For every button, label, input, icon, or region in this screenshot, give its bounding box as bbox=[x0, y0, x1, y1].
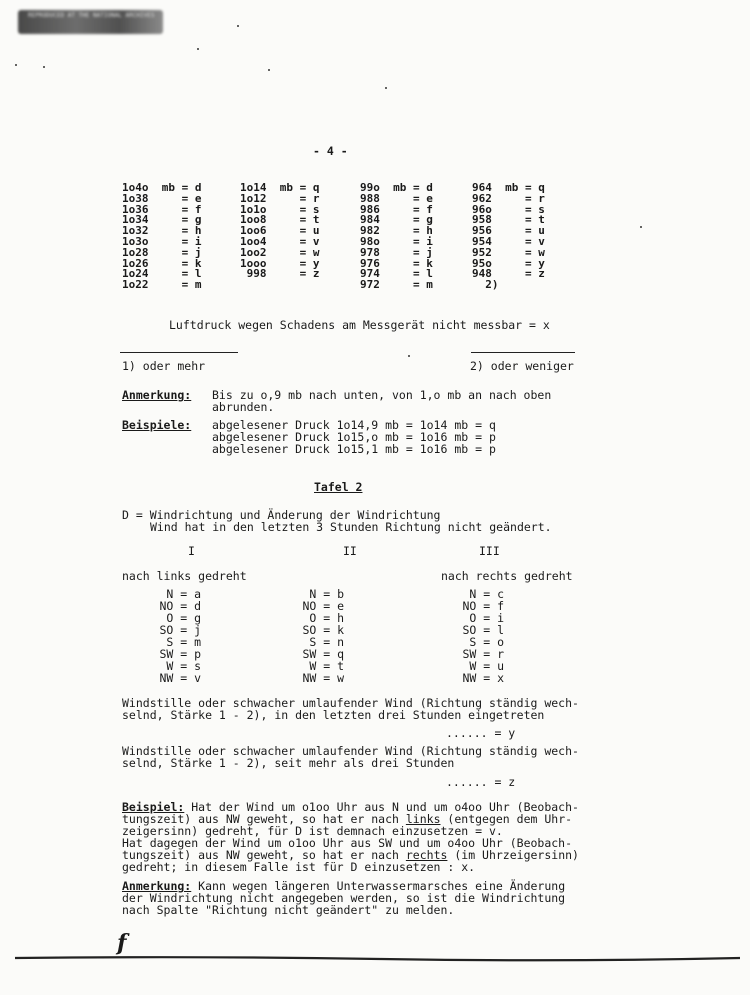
scan-speck bbox=[408, 355, 410, 357]
wind-code-entry: W = u bbox=[469, 659, 504, 673]
beispiel2-text: tungszeit) aus NW geweht, so hat er nach bbox=[122, 848, 406, 862]
pressure-code-cell: 1o14 mb = q bbox=[240, 181, 320, 194]
pressure-code-cell: 988 = e bbox=[360, 191, 433, 205]
pressure-code-cell: 972 = m bbox=[360, 278, 433, 292]
pressure-code-cell: 1oo6 = u bbox=[240, 224, 320, 238]
luftdruck-note: Luftdruck wegen Schadens am Messgerät nicht messbar = x bbox=[169, 318, 550, 332]
pressure-code-cell: 95o = y bbox=[472, 256, 545, 270]
pressure-code-cell: 1o36 = f bbox=[122, 202, 202, 216]
footnote-2: 2) oder weniger bbox=[470, 359, 574, 373]
wind-code-entry: NO = e bbox=[302, 599, 344, 613]
beispiel2-text: (im Uhrzeigersinn) bbox=[447, 848, 579, 862]
pressure-code-cell: 1o34 = g bbox=[122, 213, 202, 227]
wind-code-entry: SO = j bbox=[159, 623, 201, 637]
windstille1-line2: selnd, Stärke 1 - 2), in den letzten drei Stunden eingetreten bbox=[122, 708, 545, 722]
windstille2-line1: Windstille oder schwacher umlaufender Wind (Richtung ständig wech- bbox=[122, 744, 579, 758]
anmerkung2-text: Kann wegen längeren Unterwassermarsches eine Änderung bbox=[191, 879, 566, 893]
scan-speck bbox=[237, 25, 239, 27]
footnote-rule-left bbox=[120, 352, 238, 353]
pressure-code-cell: 1oo4 = v bbox=[240, 235, 320, 248]
pressure-code-cell: 974 = l bbox=[360, 267, 433, 281]
beispiel2-label: Beispiel: bbox=[122, 800, 185, 814]
pressure-code-cell: 1oo8 = t bbox=[240, 213, 320, 227]
left-turn-label: nach links gedreht bbox=[122, 569, 247, 583]
pressure-code-cell: 986 = f bbox=[360, 202, 433, 216]
footnote-rule-right bbox=[471, 352, 575, 353]
handwritten-mark: f bbox=[117, 930, 127, 956]
pressure-code-cell: 98o = i bbox=[360, 235, 433, 248]
wind-code-entry: W = s bbox=[166, 659, 201, 673]
anmerkung2-line3: nach Spalte "Richtung nicht geändert" zu melden. bbox=[122, 903, 455, 917]
wind-code-entry: SW = q bbox=[302, 647, 344, 661]
anmerkung2-label: Anmerkung: bbox=[122, 879, 192, 893]
wind-code-entry: N = a bbox=[166, 587, 201, 601]
beispiel-line: abgelesener Druck 1o14,9 mb = 1o14 mb = q bbox=[212, 418, 496, 432]
pressure-code-cell: 1o22 = m bbox=[122, 278, 202, 292]
wind-code-entry: SO = l bbox=[462, 623, 504, 637]
pressure-code-cell: 1o28 = j bbox=[122, 245, 202, 259]
windstille2-code: ...... = z bbox=[446, 775, 516, 789]
col-header-i: I bbox=[188, 544, 195, 558]
anmerkung-line1: Bis zu o,9 mb nach unten, von 1,o mb an nach oben bbox=[212, 388, 552, 402]
pressure-code-cell: 1oo2 = w bbox=[240, 245, 320, 259]
scan-speck bbox=[268, 69, 270, 71]
wind-code-entry: N = c bbox=[469, 587, 504, 601]
windstille1-code: ...... = y bbox=[446, 726, 516, 740]
pressure-code-cell: 962 = r bbox=[472, 191, 545, 205]
right-turn-label: nach rechts gedreht bbox=[441, 569, 573, 583]
pressure-code-cell: 1o26 = k bbox=[122, 256, 202, 270]
pressure-code-cell: 1ooo = y bbox=[240, 256, 320, 270]
pressure-code-cell: 2) bbox=[472, 278, 499, 292]
beispiel2-text: Hat der Wind um o1oo Uhr aus N und um o4oo Uhr (Beobach- bbox=[184, 800, 579, 814]
pressure-code-cell: 984 = g bbox=[360, 213, 433, 227]
pressure-code-cell: 1o32 = h bbox=[122, 224, 202, 238]
wind-code-entry: NO = d bbox=[159, 599, 201, 613]
footnote-1: 1) oder mehr bbox=[122, 359, 206, 373]
wind-code-entry: N = b bbox=[309, 587, 344, 601]
pressure-code-cell: 978 = j bbox=[360, 245, 433, 259]
beispiele-label: Beispiele: bbox=[122, 418, 192, 432]
col-header-ii: II bbox=[343, 544, 357, 558]
beispiel-line: abgelesener Druck 1o15,1 mb = 1o16 mb = p bbox=[212, 442, 496, 456]
pressure-code-cell: 956 = u bbox=[472, 224, 545, 238]
pressure-code-cell: 982 = h bbox=[360, 224, 433, 238]
col-header-iii: III bbox=[479, 544, 500, 558]
pressure-code-cell: 954 = v bbox=[472, 235, 545, 248]
wind-code-entry: NW = w bbox=[302, 671, 344, 685]
anmerkung2-line2: der Windrichtung nicht angegeben werden, so ist die Windrichtung bbox=[122, 891, 566, 905]
wind-code-entry: W = t bbox=[309, 659, 344, 673]
beispiel2-underlined: links bbox=[405, 812, 441, 826]
scan-speck bbox=[385, 87, 387, 89]
wind-code-entry: O = h bbox=[309, 611, 344, 625]
anmerkung-label: Anmerkung: bbox=[122, 388, 192, 402]
wind-code-entry: SW = p bbox=[159, 647, 201, 661]
pressure-code-cell: 96o = s bbox=[472, 202, 545, 216]
wind-code-entry: SO = k bbox=[302, 623, 344, 637]
scan-speck bbox=[640, 226, 642, 228]
tafel2-title: Tafel 2 bbox=[314, 480, 363, 494]
pressure-code-cell: 952 = w bbox=[472, 245, 545, 259]
wind-code-entry: NO = f bbox=[462, 599, 504, 613]
page-number: - 4 - bbox=[313, 144, 348, 158]
windstille2-line2: selnd, Stärke 1 - 2), seit mehr als drei Stunden bbox=[122, 756, 455, 770]
tafel2-intro2: Wind hat in den letzten 3 Stunden Richtung nicht geändert. bbox=[150, 520, 552, 534]
scan-speck bbox=[15, 64, 17, 66]
scan-speck bbox=[43, 66, 45, 68]
pressure-code-cell: 1o3o = i bbox=[122, 235, 202, 248]
pressure-code-cell: 99o mb = d bbox=[360, 181, 433, 194]
beispiel2-underlined: rechts bbox=[405, 848, 448, 862]
scan-speck bbox=[197, 48, 199, 50]
beispiel2-line6: gedreht; in diesem Falle ist für D einzusetzen : x. bbox=[122, 860, 476, 874]
pressure-code-cell: 976 = k bbox=[360, 256, 433, 270]
archive-stamp: REPRODUCED AT THE NATIONAL ARCHIVES bbox=[18, 10, 163, 34]
wind-code-entry: O = i bbox=[469, 611, 504, 625]
pressure-code-cell: 958 = t bbox=[472, 213, 545, 227]
beispiel-line: abgelesener Druck 1o15,o mb = 1o16 mb = p bbox=[212, 430, 496, 444]
wind-code-entry: NW = v bbox=[159, 671, 201, 685]
anmerkung-line2: abrunden. bbox=[212, 400, 275, 414]
pressure-code-cell: 1o38 = e bbox=[122, 191, 202, 205]
beispiel2-text: tungszeit) aus NW geweht, so hat er nach bbox=[122, 812, 406, 826]
pressure-code-cell: 1o1o = s bbox=[240, 202, 320, 216]
pressure-code-cell: 1o12 = r bbox=[240, 191, 320, 205]
wind-code-entry: O = g bbox=[166, 611, 201, 625]
pressure-code-cell: 948 = z bbox=[472, 267, 545, 281]
wind-code-entry: S = o bbox=[469, 635, 504, 649]
pressure-code-cell: 998 = z bbox=[240, 267, 320, 281]
beispiel2-line3: zeigersinn) gedreht, für D ist demnach einzusetzen = v. bbox=[122, 824, 503, 838]
beispiel2-line4: Hat dagegen der Wind um o1oo Uhr aus SW und um o4oo Uhr (Beobach- bbox=[122, 836, 573, 850]
bottom-scan-rule bbox=[0, 952, 750, 966]
pressure-code-cell: 1o4o mb = d bbox=[122, 181, 202, 194]
wind-code-entry: S = n bbox=[309, 635, 344, 649]
wind-code-entry: S = m bbox=[166, 635, 201, 649]
beispiel2-text: (entgegen dem Uhr- bbox=[440, 812, 573, 826]
wind-code-entry: NW = x bbox=[462, 671, 504, 685]
windstille1-line1: Windstille oder schwacher umlaufender Wind (Richtung ständig wech- bbox=[122, 696, 579, 710]
pressure-code-cell: 964 mb = q bbox=[472, 181, 545, 194]
pressure-code-cell: 1o24 = l bbox=[122, 267, 202, 281]
tafel2-intro1: D = Windrichtung und Änderung der Windrichtung bbox=[122, 508, 441, 522]
wind-code-entry: SW = r bbox=[462, 647, 504, 661]
